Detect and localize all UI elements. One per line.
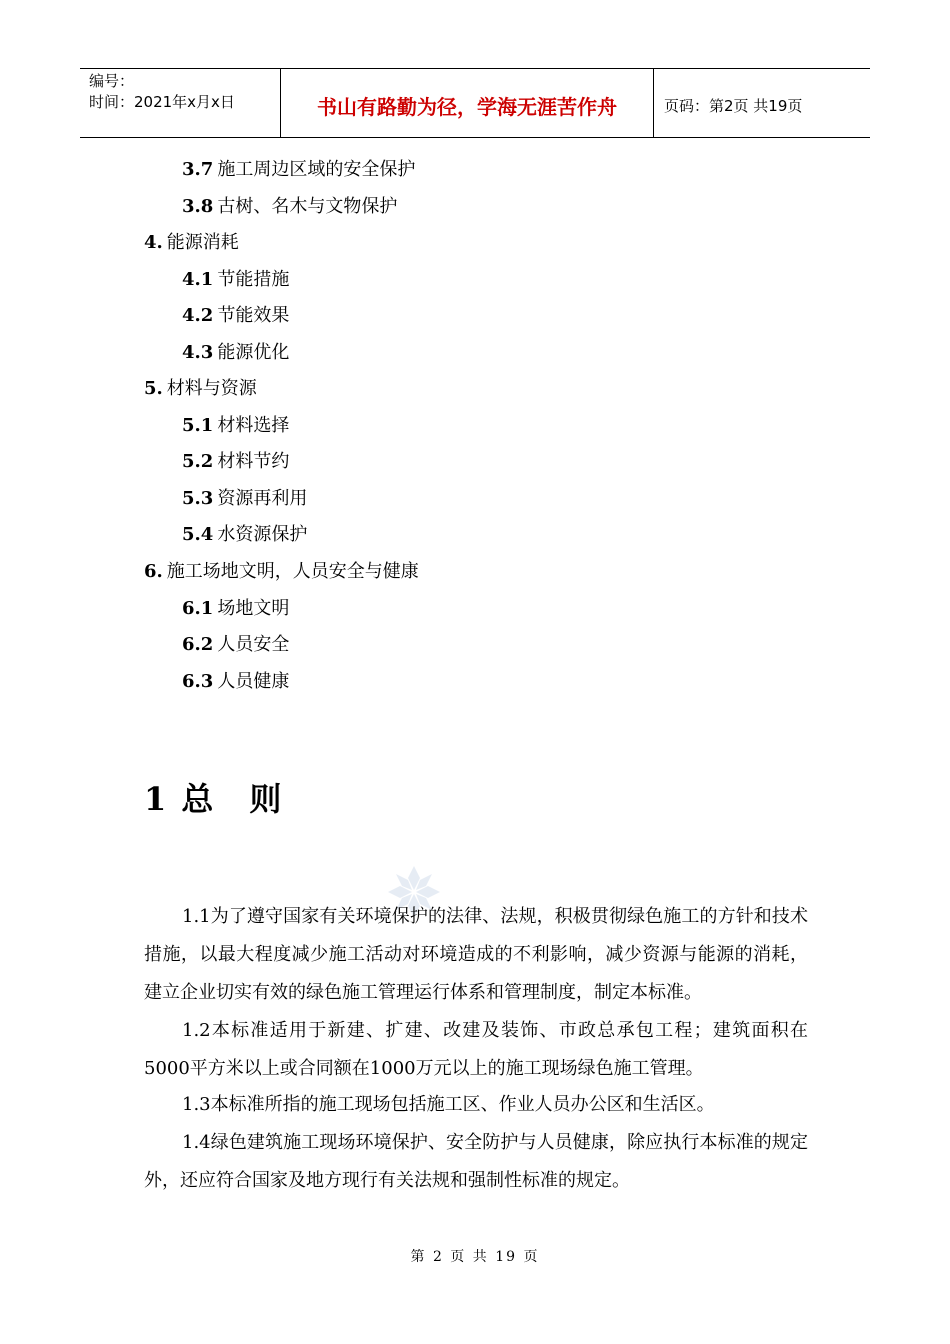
toc-item: 3.7 施工周边区域的安全保护 [182,159,416,180]
toc-item: 5. 材料与资源 [144,378,257,399]
page-label: 页码：第2页 共19页 [664,96,803,115]
toc-item: 6. 施工场地文明，人员安全与健康 [144,561,419,582]
toc-item: 4. 能源消耗 [144,232,239,253]
toc-item: 4.2 节能效果 [182,305,290,326]
paragraph: 1.4绿色建筑施工现场环境保护、安全防护与人员健康，除应执行本标准的规定外，还应符合国家及地方现行有关法规和强制性标准的规定。 [144,1132,808,1191]
header-page-cell [654,71,870,139]
number-label: 编号： [89,72,135,90]
toc-item: 6.3 人员健康 [182,671,290,692]
page-footer: 第 2 页 共 19 页 [410,1249,540,1265]
paragraph: 1.2本标准适用于新建、扩建、改建及装饰、市政总承包工程；建筑面积在5000平方米以上或合同额在1000万元以上的施工现场绿色施工管理。 [144,1020,808,1079]
toc-item: 6.2 人员安全 [182,634,290,655]
toc-item: 5.3 资源再利用 [182,488,308,509]
header-meta [80,69,281,137]
chapter-title: 1 总 则 [144,780,284,818]
toc-item: 6.1 场地文明 [182,598,290,619]
toc-item: 4.3 能源优化 [182,342,290,363]
toc-item: 4.1 节能措施 [182,269,290,290]
toc-item: 5.1 材料选择 [182,415,290,436]
motto: 书山有路勤为径，学海无涯苦作舟 [317,94,617,119]
paragraph: 1.3本标准所指的施工现场包括施工区、作业人员办公区和生活区。 [182,1094,715,1115]
toc-item: 5.4 水资源保护 [182,524,308,545]
header-motto-cell [281,69,654,137]
time-label: 时间：2021年x月x日 [89,93,235,111]
toc-item: 3.8 古树、名木与文物保护 [182,196,398,217]
paragraph: 1.1为了遵守国家有关环境保护的法律、法规，积极贯彻绿色施工的方针和技术措施，以最大程度减少施工活动对环境造成的不利影响，减少资源与能源的消耗，建立企业切实有效的绿色施工管理运行体系和管理制度，制定本标准。 [144,906,808,1003]
toc-item: 5.2 材料节约 [182,451,290,472]
page-header [80,68,870,138]
